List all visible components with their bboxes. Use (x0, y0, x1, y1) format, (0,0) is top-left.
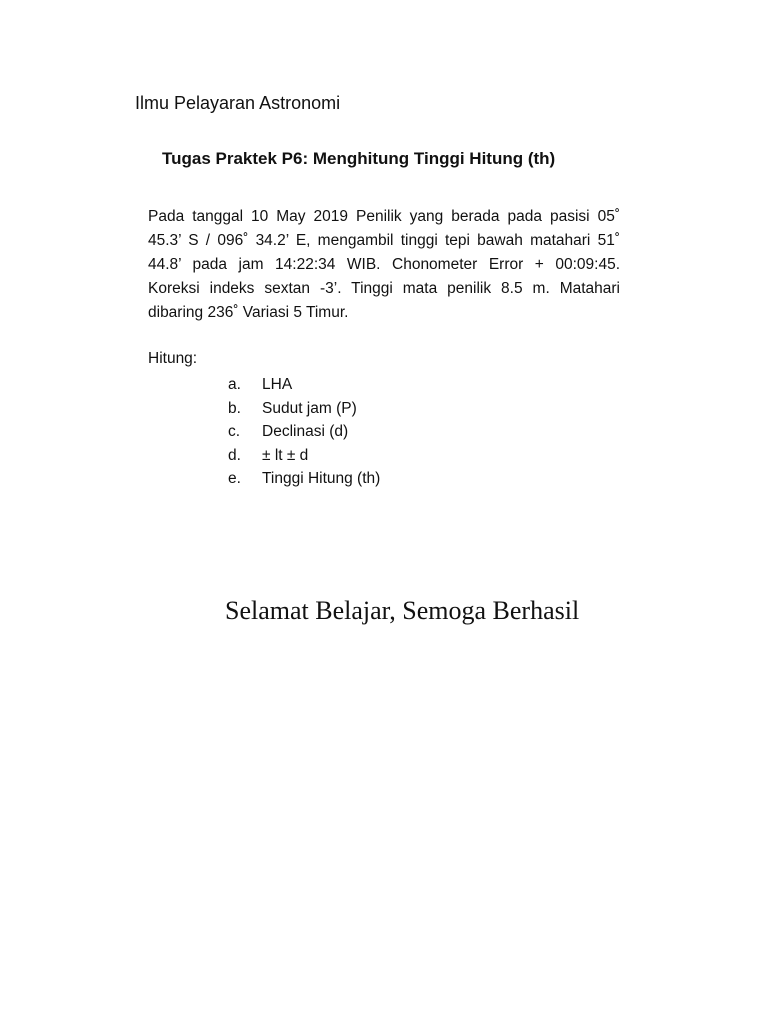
paragraph-line: Pada tanggal 10 May 2019 Penilik yang berada pada pasisi 05˚ (148, 208, 620, 225)
list-letter: b. (228, 399, 241, 417)
list-letter: d. (228, 446, 241, 464)
closing-text: Selamat Belajar, Semoga Berhasil (225, 596, 580, 625)
problem-paragraph (148, 205, 620, 325)
list-item (228, 420, 380, 444)
list-item (228, 444, 380, 468)
list-text: Declinasi (d) (262, 423, 349, 440)
list-letter: e. (228, 470, 241, 487)
list-item (228, 373, 380, 397)
assignment-heading: Tugas Praktek P6: Menghitung Tinggi Hitung (th) (162, 149, 556, 168)
list-letter: c. (228, 423, 241, 440)
list-letter: a. (228, 376, 241, 393)
list-item (228, 467, 380, 491)
hitung-label: Hitung: (148, 350, 198, 367)
list-text: LHA (262, 376, 293, 393)
paragraph-line: dibaring 236˚ Variasi 5 Timur. (148, 304, 349, 321)
paragraph-line: 45.3’ S / 096˚ 34.2’ E, mengambil tinggi tepi bawah matahari 51˚ (148, 232, 620, 249)
list-text: Tinggi Hitung (th) (262, 470, 381, 487)
list-text: Sudut jam (P) (262, 399, 357, 417)
task-list (228, 373, 380, 491)
paragraph-line: Koreksi indeks sextan -3’. Tinggi mata penilik 8.5 m. Matahari (148, 280, 620, 297)
paragraph-line: 44.8’ pada jam 14:22:34 WIB. Chonometer Error + 00:09:45. (148, 256, 620, 273)
list-item (228, 397, 380, 421)
course-title: Ilmu Pelayaran Astronomi (135, 93, 341, 113)
list-text: ± lt ± d (262, 446, 309, 464)
